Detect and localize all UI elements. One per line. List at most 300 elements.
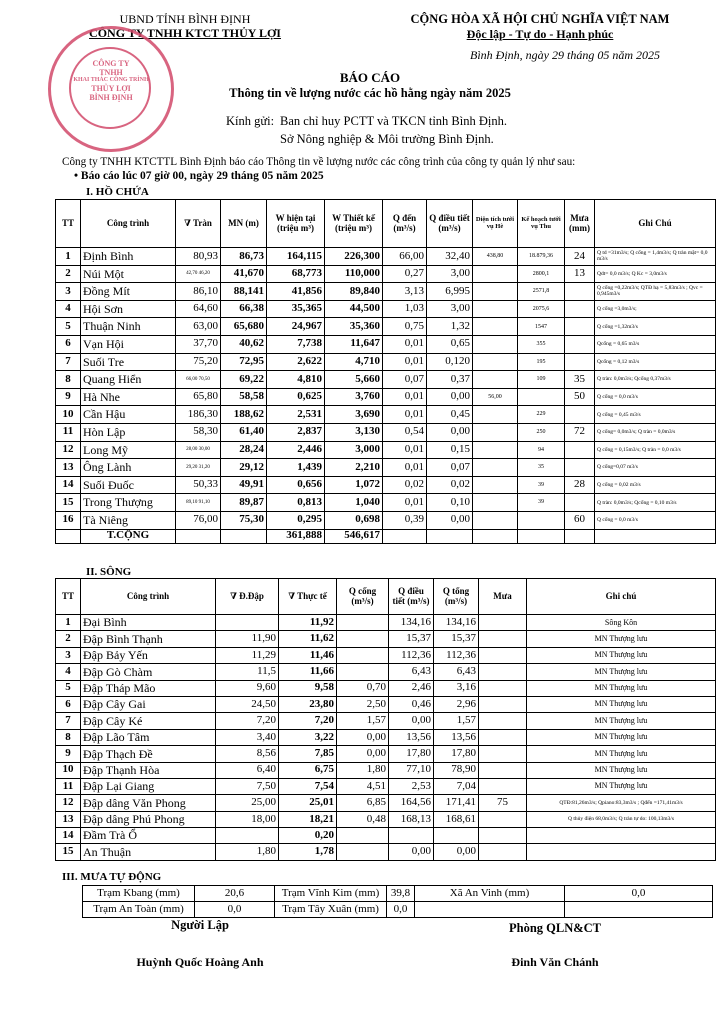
table-cell: MN Thượng lưu — [527, 631, 716, 647]
table-cell: 1,80 — [216, 844, 279, 860]
table-row — [56, 811, 716, 827]
table-cell — [337, 844, 389, 860]
table-cell: Vạn Hội — [81, 335, 176, 353]
table-cell: 77,10 — [389, 762, 434, 778]
table-cell: 7,54 — [279, 778, 337, 794]
table-cell: Ông Lành — [81, 459, 176, 477]
table-cell: 0,0 — [195, 902, 275, 918]
table-cell: 0,54 — [383, 423, 427, 441]
table-cell: 65,680 — [221, 318, 267, 336]
table-cell: 50,33 — [176, 476, 221, 494]
table-cell: 25,01 — [279, 795, 337, 811]
table-cell: 58,58 — [221, 388, 267, 406]
table-cell: 11,647 — [325, 335, 383, 353]
table-cell: Q cống = 0,0 m3/s — [595, 511, 716, 529]
table-cell: 0,00 — [427, 388, 473, 406]
table-cell: 1,80 — [337, 762, 389, 778]
table-row — [56, 406, 716, 424]
col-header: ∇ Tràn — [176, 200, 221, 248]
table-row — [56, 283, 716, 301]
table-cell: 0,07 — [427, 459, 473, 477]
table-cell — [216, 828, 279, 844]
table-cell: MN Thượng lưu — [527, 696, 716, 712]
table-cell — [473, 318, 518, 336]
table-cell: 76,00 — [176, 511, 221, 529]
total-row — [56, 529, 716, 543]
table-cell — [473, 300, 518, 318]
table-row — [56, 335, 716, 353]
signer-right-title: Phòng QLN&CT — [508, 921, 602, 935]
table-cell: 39,8 — [387, 886, 415, 902]
table-cell — [479, 762, 527, 778]
table-cell: Thuận Ninh — [81, 318, 176, 336]
table-cell: 75,30 — [221, 511, 267, 529]
col-header: Q điều tiết (m³/s) — [389, 579, 434, 615]
table-cell: 0,295 — [267, 511, 325, 529]
table-cell: 3,130 — [325, 423, 383, 441]
table-row — [56, 318, 716, 336]
table-row — [56, 388, 716, 406]
motto: Độc lập - Tự do - Hạnh phúc — [466, 27, 614, 41]
table-row — [56, 353, 716, 371]
table-cell: 4 — [56, 664, 81, 680]
table-cell: Núi Một — [81, 265, 176, 283]
table-cell: 168,13 — [389, 811, 434, 827]
table-cell: 56,00 — [473, 388, 518, 406]
table-row — [83, 902, 713, 918]
table-cell — [473, 476, 518, 494]
table-cell: 66,38 — [221, 300, 267, 318]
table-cell: MN Thượng lưu — [527, 778, 716, 794]
table-cell — [479, 828, 527, 844]
table-cell: 2,837 — [267, 423, 325, 441]
table-cell: 15 — [56, 844, 81, 860]
table-cell: 72,95 — [221, 353, 267, 371]
table-cell — [337, 828, 389, 844]
table-cell: 60 — [565, 511, 595, 529]
table-cell: 11 — [56, 778, 81, 794]
col-header: Công trình — [81, 579, 216, 615]
table-cell: 28 — [565, 476, 595, 494]
table-cell: 3,22 — [279, 729, 337, 745]
table-cell: 0,656 — [267, 476, 325, 494]
table-cell — [473, 335, 518, 353]
table-cell: 546,617 — [325, 529, 383, 543]
table-cell: 65,80 — [176, 388, 221, 406]
table-cell: Trạm Vĩnh Kim (mm) — [275, 886, 387, 902]
table-cell — [473, 459, 518, 477]
table-cell: 88,141 — [221, 283, 267, 301]
table-cell: Q cống = 0,15m3/s; Q tràn = 0,0 m3/s — [595, 441, 716, 459]
table-cell — [383, 529, 427, 543]
company-seal — [48, 26, 174, 152]
table-cell: 1,57 — [337, 713, 389, 729]
table-cell: 0,01 — [383, 494, 427, 512]
table-cell: 0,75 — [383, 318, 427, 336]
table-cell — [479, 729, 527, 745]
table-cell: Q cống=0,07 m3/s — [595, 459, 716, 477]
table-cell: 7,85 — [279, 746, 337, 762]
table-cell: Đập Thạnh Hòa — [81, 762, 216, 778]
table-cell: Tà Niêng — [81, 511, 176, 529]
table-cell: 0,02 — [427, 476, 473, 494]
table-cell — [473, 265, 518, 283]
table-cell: 226,300 — [325, 248, 383, 266]
table-cell: 17,80 — [389, 746, 434, 762]
table-cell — [565, 529, 595, 543]
table-cell: 195 — [518, 353, 565, 371]
table-cell: 94 — [518, 441, 565, 459]
table-cell — [595, 529, 716, 543]
table-cell: 32,40 — [427, 248, 473, 266]
table-cell: 4 — [56, 300, 81, 318]
table-cell: 68,773 — [267, 265, 325, 283]
table-row — [56, 778, 716, 794]
table-cell: 8 — [56, 729, 81, 745]
table-cell: Q cống= 0,0m3/s; Q tràn = 0,0m3/s — [595, 423, 716, 441]
col-header: Mưa — [479, 579, 527, 615]
table-cell: 1 — [56, 615, 81, 631]
table-row — [56, 441, 716, 459]
table-header-row — [56, 579, 716, 615]
table-cell — [56, 529, 81, 543]
table-cell: 438,80 — [473, 248, 518, 266]
table-cell: MN Thượng lưu — [527, 762, 716, 778]
table-cell: 6,43 — [389, 664, 434, 680]
table-cell — [565, 318, 595, 336]
table-cell: 0,02 — [383, 476, 427, 494]
table-cell: Đập dâng Phú Phong — [81, 811, 216, 827]
table-cell: 0,00 — [434, 844, 479, 860]
table-cell: 0,00 — [389, 844, 434, 860]
table-cell: 0,48 — [337, 811, 389, 827]
table-row — [56, 511, 716, 529]
table-header-row — [56, 200, 716, 248]
table-cell — [565, 283, 595, 301]
table-cell: 3,00 — [427, 300, 473, 318]
place-date: Bình Định, ngày 29 tháng 05 năm 2025 — [470, 48, 660, 62]
table-cell: 13,56 — [389, 729, 434, 745]
table-cell — [473, 494, 518, 512]
table-cell: 3,13 — [383, 283, 427, 301]
table-cell: Đập Lại Giang — [81, 778, 216, 794]
table-cell — [427, 529, 473, 543]
table-cell: 23,80 — [279, 696, 337, 712]
table-cell: 80,93 — [176, 248, 221, 266]
table-cell: 0,37 — [427, 371, 473, 389]
table-cell: 2,622 — [267, 353, 325, 371]
table-cell: 25,00 — [216, 795, 279, 811]
table-cell: 11,62 — [279, 631, 337, 647]
col-header: Kế hoạch tưới vụ Thu — [518, 200, 565, 248]
table-cell: 14 — [56, 476, 81, 494]
col-header: Ghi chú — [527, 579, 716, 615]
table-cell — [473, 441, 518, 459]
table-cell: 134,16 — [389, 615, 434, 631]
table-row — [56, 631, 716, 647]
table-cell: 37,70 — [176, 335, 221, 353]
table-cell: 3,00 — [427, 265, 473, 283]
table-row — [56, 300, 716, 318]
table-row — [56, 844, 716, 860]
table-cell — [221, 529, 267, 543]
table-cell: 164,115 — [267, 248, 325, 266]
table-cell: 1,072 — [325, 476, 383, 494]
table-cell: 0,45 — [427, 406, 473, 424]
table-cell: Cần Hậu — [81, 406, 176, 424]
table-cell — [518, 388, 565, 406]
table-cell: 2,210 — [325, 459, 383, 477]
table-cell: Q cống =3,0m3/s; — [595, 300, 716, 318]
table-cell — [565, 441, 595, 459]
table-cell: 0,27 — [383, 265, 427, 283]
table-cell: 2,53 — [389, 778, 434, 794]
table-cell — [565, 459, 595, 477]
table-cell — [565, 300, 595, 318]
table-cell: An Thuận — [81, 844, 216, 860]
table-row — [56, 459, 716, 477]
table-cell: 2,50 — [337, 696, 389, 712]
table-cell: 39 — [518, 494, 565, 512]
table-cell: MN Thượng lưu — [527, 647, 716, 663]
table-cell: Q cống = 0,02 m3/s — [595, 476, 716, 494]
table-cell: Q tràn: 0,0m3/s; Qcống = 0,10 m3/s — [595, 494, 716, 512]
table-cell: 7,04 — [434, 778, 479, 794]
table-cell: Trong Thượng — [81, 494, 176, 512]
table-row — [56, 476, 716, 494]
table-cell: 66,00 70,50 — [176, 371, 221, 389]
table-cell: 134,16 — [434, 615, 479, 631]
table-cell: 4,51 — [337, 778, 389, 794]
table-cell: 11,5 — [216, 664, 279, 680]
col-header: TT — [56, 200, 81, 248]
table-cell — [479, 664, 527, 680]
seal-line: BÌNH ĐỊNH — [89, 93, 133, 103]
table-cell: 13 — [56, 811, 81, 827]
table-cell: 1,040 — [325, 494, 383, 512]
table-cell: Trạm Tây Xuân (mm) — [275, 902, 387, 918]
col-header: Diện tích tưới vụ Hè — [473, 200, 518, 248]
table-cell: 78,90 — [434, 762, 479, 778]
table-cell: 7,20 — [279, 713, 337, 729]
table-cell: 9 — [56, 746, 81, 762]
table-cell: Q cống =0,22m3/s; QTĐ hạ = 5,83m3/s ; Qvc = 0,945m3/s — [595, 283, 716, 301]
col-header: W Thiết kế (triệu m³) — [325, 200, 383, 248]
reservoir-table — [55, 199, 716, 544]
table-cell — [337, 615, 389, 631]
table-row — [56, 248, 716, 266]
signer-left-title: Người Lập — [171, 918, 229, 932]
table-cell: 6,43 — [434, 664, 479, 680]
table-cell: 0,00 — [427, 511, 473, 529]
table-cell: 58,30 — [176, 423, 221, 441]
table-cell: 29,12 — [221, 459, 267, 477]
table-cell: 11,29 — [216, 647, 279, 663]
table-cell: 112,36 — [389, 647, 434, 663]
table-cell: 40,62 — [221, 335, 267, 353]
col-header: W hiện tại (triệu m³) — [267, 200, 325, 248]
table-cell: 3,40 — [216, 729, 279, 745]
table-cell: 0,00 — [337, 746, 389, 762]
table-cell: 13,56 — [434, 729, 479, 745]
table-cell: 11,92 — [279, 615, 337, 631]
table-cell: 8 — [56, 371, 81, 389]
table-cell: 12 — [56, 795, 81, 811]
table-cell: MN Thượng lưu — [527, 664, 716, 680]
table-cell: 1,03 — [383, 300, 427, 318]
table-cell: 2,531 — [267, 406, 325, 424]
table-cell: 0,70 — [337, 680, 389, 696]
table-cell: 109 — [518, 371, 565, 389]
col-header: Công trình — [81, 200, 176, 248]
table-cell: 186,30 — [176, 406, 221, 424]
table-cell: 7 — [56, 353, 81, 371]
section-3-title: III. MƯA TỰ ĐỘNG — [62, 871, 162, 883]
table-cell: Q cống = 0,0 m3/s — [595, 388, 716, 406]
table-cell: 24,50 — [216, 696, 279, 712]
table-cell: 0,39 — [383, 511, 427, 529]
table-cell: 168,61 — [434, 811, 479, 827]
table-cell — [337, 631, 389, 647]
table-cell — [415, 902, 565, 918]
table-cell: 6 — [56, 335, 81, 353]
table-cell — [434, 828, 479, 844]
table-cell: 11 — [56, 423, 81, 441]
table-cell: 0,01 — [383, 353, 427, 371]
table-cell: Long Mỹ — [81, 441, 176, 459]
table-cell — [565, 494, 595, 512]
table-cell: 0,01 — [383, 441, 427, 459]
table-row — [56, 713, 716, 729]
table-cell: 0,46 — [389, 696, 434, 712]
table-cell — [479, 631, 527, 647]
table-cell: 7,738 — [267, 335, 325, 353]
table-cell: 3 — [56, 647, 81, 663]
table-cell: Đập dâng Văn Phong — [81, 795, 216, 811]
table-cell: 41,856 — [267, 283, 325, 301]
table-row — [56, 746, 716, 762]
table-cell: 72 — [565, 423, 595, 441]
table-cell: 0,0 — [565, 886, 713, 902]
table-row — [56, 371, 716, 389]
signer-left-name: Huỳnh Quốc Hoàng Anh — [136, 955, 264, 969]
table-cell: 0,10 — [427, 494, 473, 512]
table-row — [56, 423, 716, 441]
table-cell — [527, 828, 716, 844]
table-cell: Đầm Trà Ổ — [81, 828, 216, 844]
table-cell — [479, 696, 527, 712]
table-row — [56, 647, 716, 663]
col-header: Ghi Chú — [595, 200, 716, 248]
table-cell — [518, 511, 565, 529]
table-cell: 250 — [518, 423, 565, 441]
table-cell: Trạm Kbang (mm) — [83, 886, 195, 902]
col-header: Mưa (mm) — [565, 200, 595, 248]
table-cell: 0,625 — [267, 388, 325, 406]
table-row — [56, 680, 716, 696]
signer-right-name: Đinh Văn Chánh — [511, 955, 599, 969]
table-cell: 3 — [56, 283, 81, 301]
table-cell: 89,87 — [221, 494, 267, 512]
table-row — [56, 664, 716, 680]
table-cell: 10 — [56, 406, 81, 424]
org-parent: UBND TỈNH BÌNH ĐỊNH — [119, 12, 251, 26]
table-cell — [479, 746, 527, 762]
table-cell: 3,000 — [325, 441, 383, 459]
table-cell: 35 — [565, 371, 595, 389]
table-cell — [565, 335, 595, 353]
table-row — [56, 696, 716, 712]
nation-title: CỘNG HÒA XÃ HỘI CHỦ NGHĨA VIỆT NAM — [410, 12, 670, 26]
table-cell: 18,21 — [279, 811, 337, 827]
table-cell: 44,500 — [325, 300, 383, 318]
table-cell: Q tràn: 0,0m3/s; Qcống 0,37m3/s — [595, 371, 716, 389]
table-cell: 50 — [565, 388, 595, 406]
table-cell: 8,56 — [216, 746, 279, 762]
table-cell: Đập Bảy Yến — [81, 647, 216, 663]
table-cell: 3,690 — [325, 406, 383, 424]
table-cell: 9 — [56, 388, 81, 406]
table-cell — [473, 529, 518, 543]
table-cell: 2,46 — [389, 680, 434, 696]
seal-line: THỦY LỢI — [91, 84, 131, 94]
table-cell: 229 — [518, 406, 565, 424]
table-cell: 39 — [518, 476, 565, 494]
table-cell: 1,439 — [267, 459, 325, 477]
table-cell: MN Thượng lưu — [527, 746, 716, 762]
seal-line: KHAI THÁC CÔNG TRÌNH — [73, 77, 149, 84]
river-table — [55, 578, 716, 861]
table-cell: 42,70 46,20 — [176, 265, 221, 283]
table-cell: 0,07 — [383, 371, 427, 389]
table-cell: 89,10 91,10 — [176, 494, 221, 512]
table-cell: T.CỘNG — [81, 529, 176, 543]
table-cell: 9,58 — [279, 680, 337, 696]
table-cell: 0,00 — [427, 423, 473, 441]
table-cell: 69,22 — [221, 371, 267, 389]
table-cell: 14 — [56, 828, 81, 844]
table-cell: 7,20 — [216, 713, 279, 729]
table-cell: 5 — [56, 318, 81, 336]
col-header: Q cống (m³/s) — [337, 579, 389, 615]
table-cell: 11,66 — [279, 664, 337, 680]
table-cell — [565, 406, 595, 424]
table-cell: 0,01 — [383, 388, 427, 406]
table-cell: 6 — [56, 696, 81, 712]
table-cell: 2,446 — [267, 441, 325, 459]
table-cell: Đồng Mít — [81, 283, 176, 301]
table-cell: 28,00 30,00 — [176, 441, 221, 459]
table-cell: 13 — [565, 265, 595, 283]
table-cell — [518, 529, 565, 543]
table-cell — [337, 664, 389, 680]
table-cell: Đập Bình Thạnh — [81, 631, 216, 647]
table-row — [56, 762, 716, 778]
table-cell: Trạm An Toàn (mm) — [83, 902, 195, 918]
table-cell — [473, 406, 518, 424]
table-cell — [216, 615, 279, 631]
table-cell: 35 — [518, 459, 565, 477]
table-cell: 66,00 — [383, 248, 427, 266]
table-cell: Q cống = 0,45 m3/s — [595, 406, 716, 424]
table-cell: Suối Tre — [81, 353, 176, 371]
table-cell: Đập Cây Ké — [81, 713, 216, 729]
table-cell: Qdt= 0,0 m3/s; Q Kc = 3,0m3/s — [595, 265, 716, 283]
table-cell: Đập Lão Tâm — [81, 729, 216, 745]
table-cell: 12 — [56, 441, 81, 459]
table-cell — [565, 353, 595, 371]
table-cell: 0,00 — [337, 729, 389, 745]
